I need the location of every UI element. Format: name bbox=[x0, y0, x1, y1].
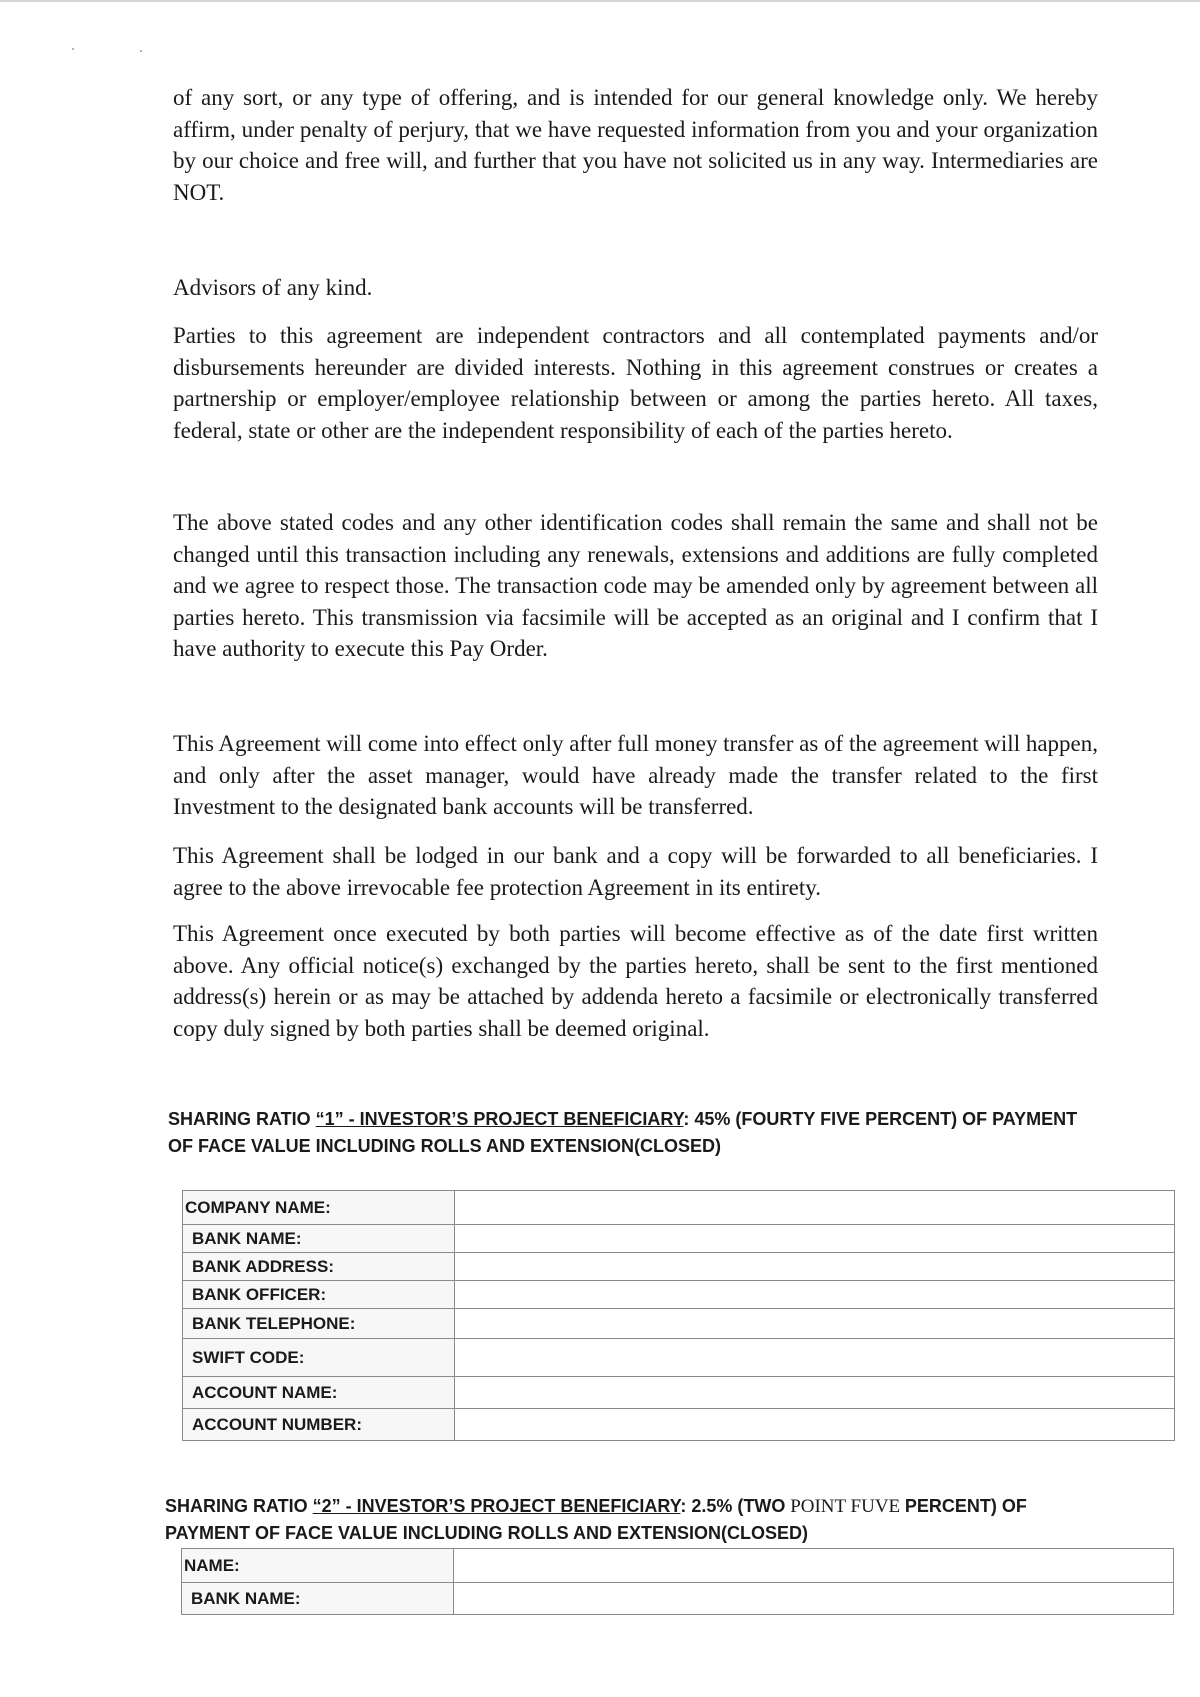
name-field[interactable] bbox=[454, 1549, 1174, 1583]
paragraph-executed: This Agreement once executed by both parties will become effective as of the date first written above. Any official notice(s) exchanged by the parties hereto, shall be sent to the first mentioned address(s) herein or as may be attached by addenda hereto a facsimile or electronically transferred copy duly signed by both parties shall be deemed original. bbox=[173, 921, 1098, 1041]
bank-name-field[interactable] bbox=[454, 1583, 1174, 1615]
account-number-field[interactable] bbox=[455, 1409, 1175, 1441]
heading-prefix: SHARING RATIO bbox=[168, 1109, 316, 1129]
table-row bbox=[183, 1281, 1175, 1309]
heading-ratio-text: : 45% (FOURTY FIVE PERCENT) OF PAYMENT OF FACE VALUE INCLUDING ROLLS AND EXTENSION(CLOSED) bbox=[168, 1109, 1078, 1156]
table-row bbox=[183, 1225, 1175, 1253]
paragraph-independent-contractors: Parties to this agreement are independent contractors and all contemplated payments and/or disbursements hereunder are divided interests. Nothing in this agreement construes or creates a partnership or employer/employee relationship between or among the parties hereto. All taxes, federal, state or other are the independent responsibility of each of the parties hereto. bbox=[173, 323, 1098, 443]
paragraph-advisors: Advisors of any kind. bbox=[173, 275, 373, 300]
table-row bbox=[183, 1191, 1175, 1225]
company-name-field[interactable] bbox=[455, 1191, 1175, 1225]
field-label: SWIFT CODE: bbox=[183, 1339, 455, 1377]
sharing-ratio-1-heading bbox=[168, 1106, 1093, 1160]
table-row bbox=[183, 1253, 1175, 1281]
field-label: ACCOUNT NAME: bbox=[183, 1377, 455, 1409]
table-row bbox=[183, 1339, 1175, 1377]
scan-top-edge bbox=[0, 0, 1200, 2]
sharing-ratio-2-heading bbox=[165, 1493, 1090, 1547]
bank-telephone-field[interactable] bbox=[455, 1309, 1175, 1339]
bank-address-field[interactable] bbox=[455, 1253, 1175, 1281]
beneficiary-2-table bbox=[181, 1548, 1174, 1615]
heading-prefix: SHARING RATIO bbox=[165, 1496, 313, 1516]
field-label: BANK NAME: bbox=[183, 1225, 455, 1253]
table-row bbox=[182, 1583, 1174, 1615]
field-label: COMPANY NAME: bbox=[183, 1191, 455, 1225]
scan-speck bbox=[140, 50, 142, 52]
field-label: BANK NAME: bbox=[182, 1583, 454, 1615]
field-label: BANK TELEPHONE: bbox=[183, 1309, 455, 1339]
table-row bbox=[183, 1309, 1175, 1339]
scan-speck bbox=[72, 48, 74, 50]
swift-code-field[interactable] bbox=[455, 1339, 1175, 1377]
table-row bbox=[183, 1409, 1175, 1441]
heading-ratio-word: TWO bbox=[743, 1496, 786, 1516]
account-name-field[interactable] bbox=[455, 1377, 1175, 1409]
paragraph-solicitation: of any sort, or any type of offering, and is intended for our general knowledge only. We hereby affirm, under penalty of perjury, that we have requested information from you and your organization by our choice and free will, and further that you have not solicited us in any way. Intermediaries are NOT. bbox=[173, 85, 1098, 205]
bank-officer-field[interactable] bbox=[455, 1281, 1175, 1309]
paragraph-effect: This Agreement will come into effect only after full money transfer as of the agreement will happen, and only after the asset manager, would have already made the transfer related to the first Investment to the designated bank accounts will be transferred. bbox=[173, 731, 1099, 819]
beneficiary-1-table bbox=[182, 1190, 1175, 1441]
paragraph-lodged: This Agreement shall be lodged in our bank and a copy will be forwarded to all beneficiaries. I agree to the above irrevocable fee protection Agreement in its entirety. bbox=[173, 843, 1098, 900]
bank-name-field[interactable] bbox=[455, 1225, 1175, 1253]
heading-beneficiary-label: “2” - INVESTOR’S PROJECT BENEFICIARY bbox=[312, 1496, 681, 1516]
paragraph-identification-codes: The above stated codes and any other identification codes shall remain the same and shall not be changed until this transaction including any renewals, extensions and additions are fully completed and we agree to respect those. The transaction code may be amended only by agreement between all parties hereto. This transmission via facsimile will be accepted as an original and I confirm that I have authority to execute this Pay Order. bbox=[173, 510, 1098, 661]
heading-ratio-text: : 2.5% ( bbox=[680, 1496, 744, 1516]
field-label: BANK ADDRESS: bbox=[183, 1253, 455, 1281]
field-label: NAME: bbox=[182, 1549, 454, 1583]
table-row bbox=[183, 1377, 1175, 1409]
field-label: ACCOUNT NUMBER: bbox=[183, 1409, 455, 1441]
table-row bbox=[182, 1549, 1174, 1583]
field-label: BANK OFFICER: bbox=[183, 1281, 455, 1309]
heading-beneficiary-label: “1” - INVESTOR’S PROJECT BENEFICIARY bbox=[315, 1109, 684, 1129]
heading-ratio-plain: POINT FUVE bbox=[785, 1496, 905, 1517]
heading-ratio-text: PERCENT) OF PAYMENT OF FACE VALUE INCLUDING ROLLS AND EXTENSION(CLOSED) bbox=[165, 1496, 1027, 1543]
